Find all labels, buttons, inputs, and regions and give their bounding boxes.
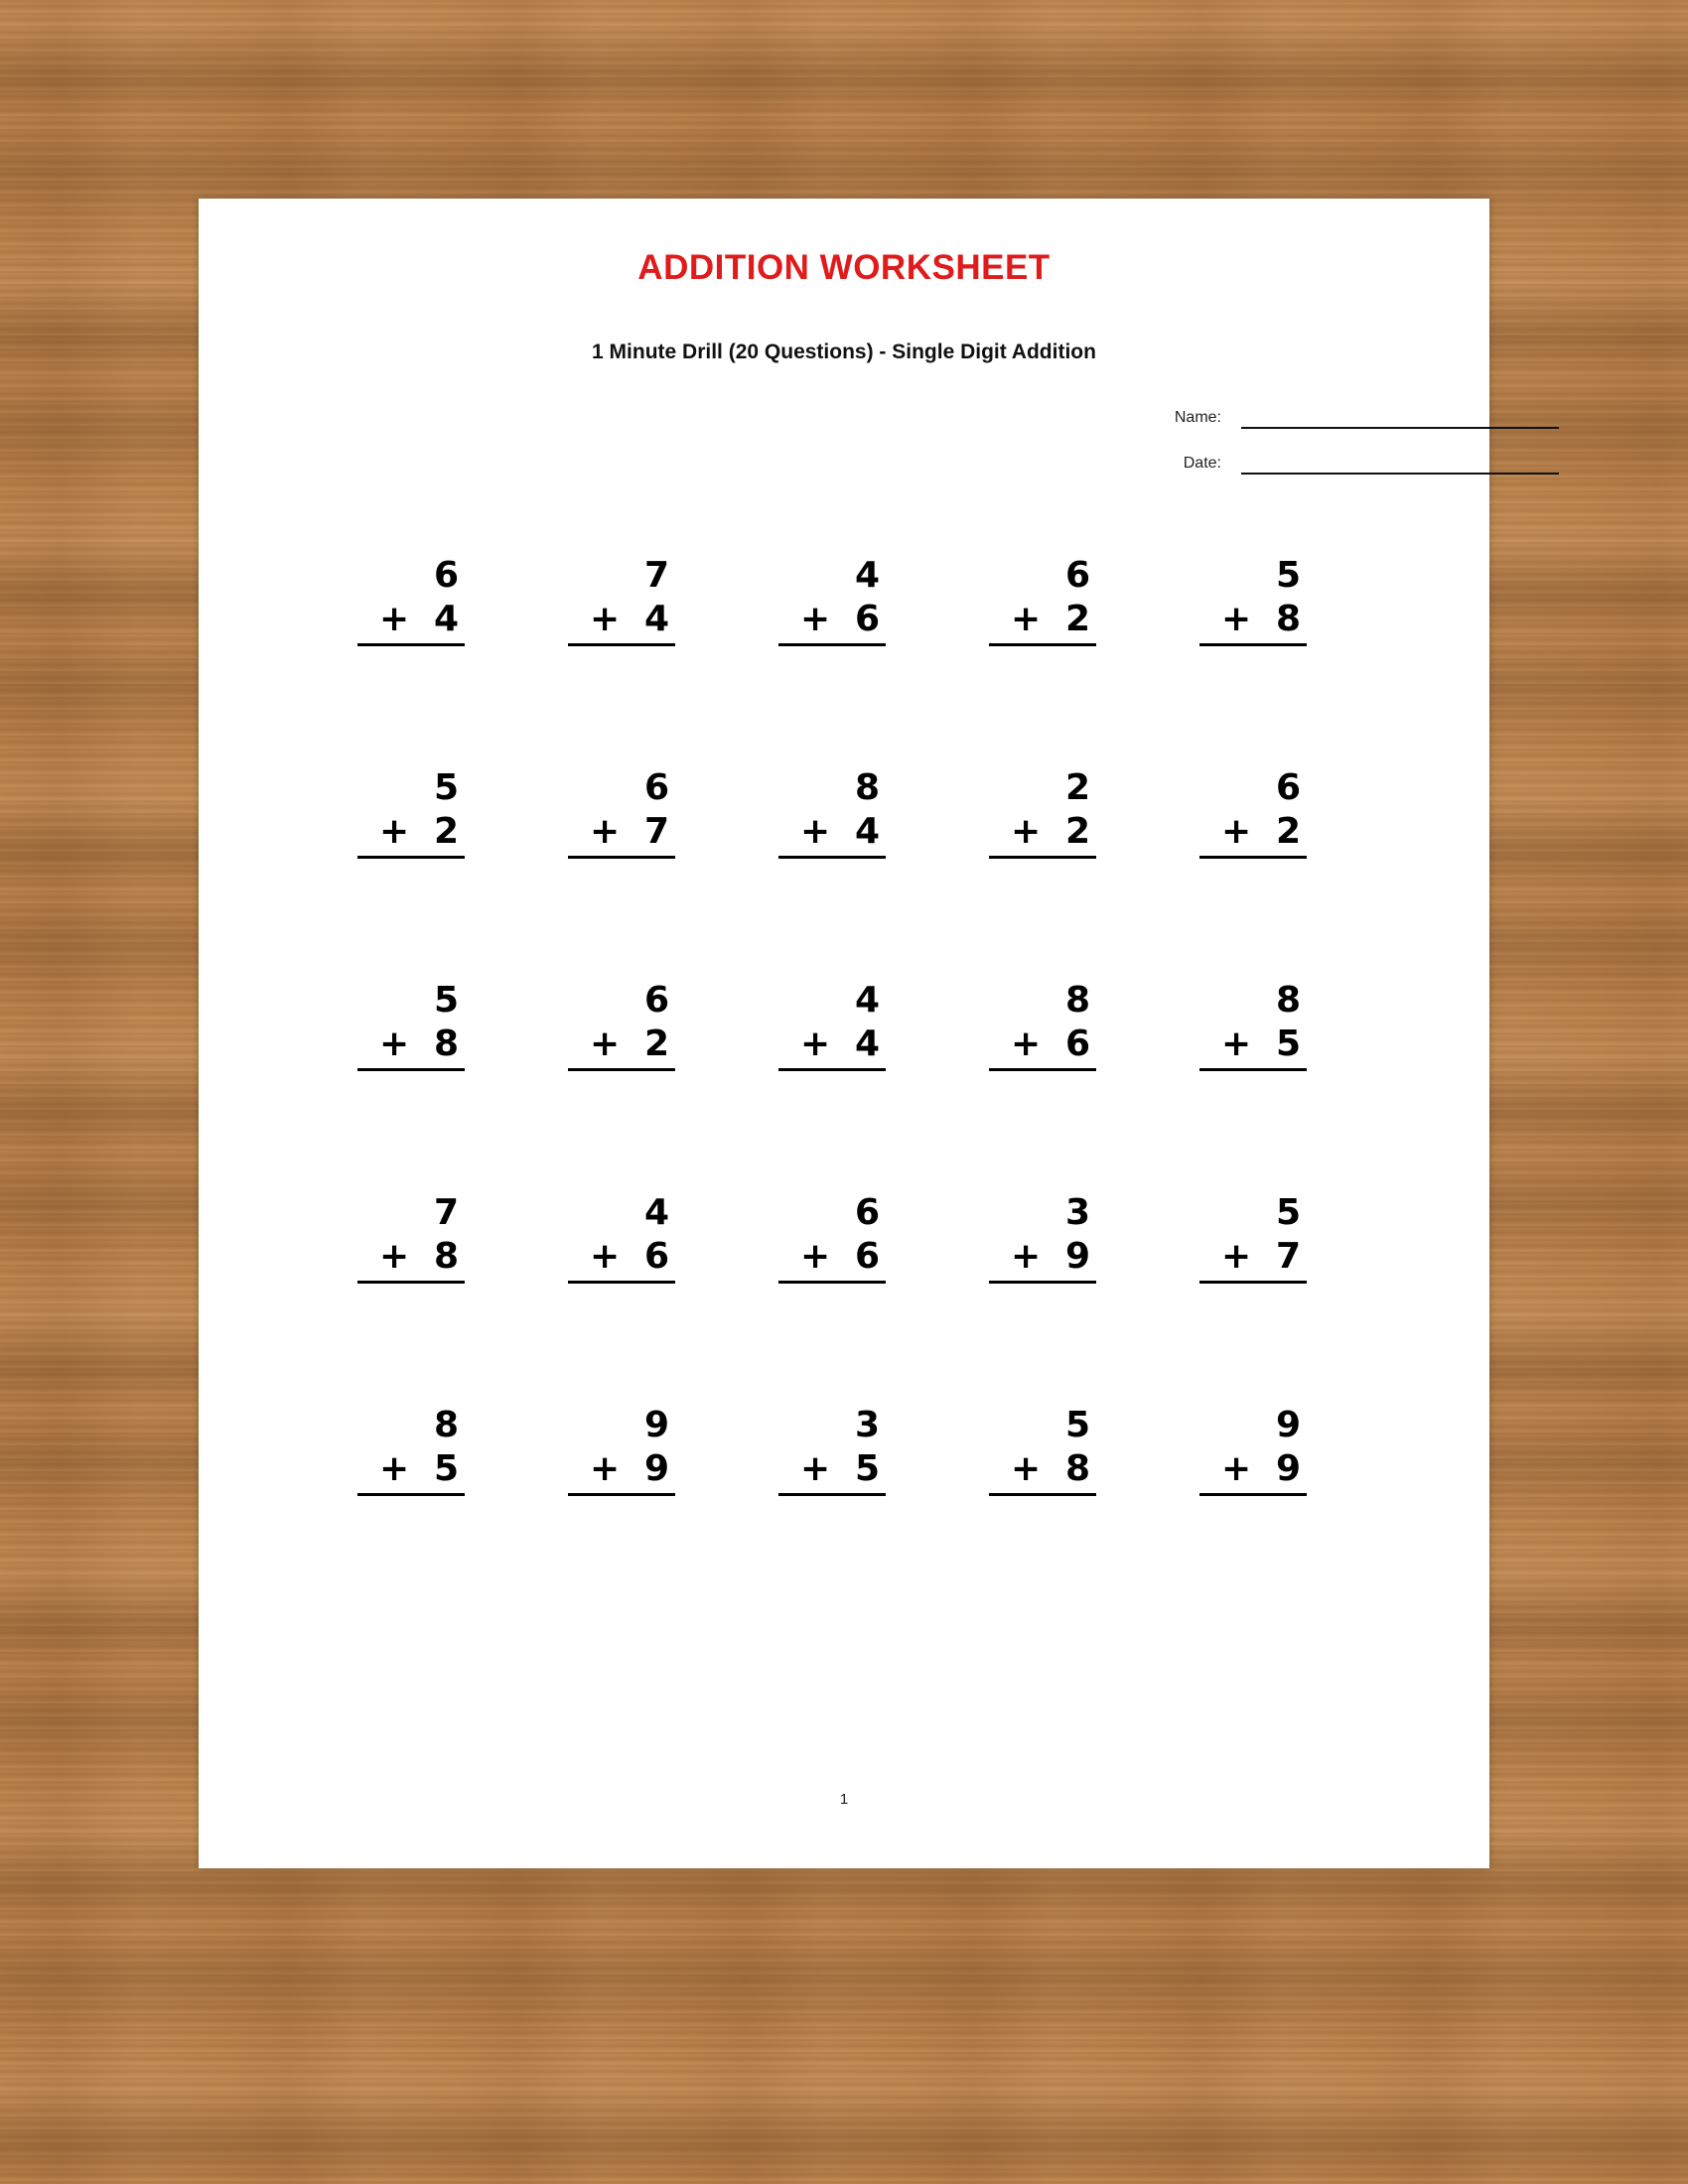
plus-sign: +: [379, 811, 410, 852]
answer-line: [357, 1281, 465, 1284]
problem-r3-c4: [989, 981, 1096, 1076]
plus-sign: +: [379, 1448, 410, 1489]
addend-top: 8: [433, 1405, 459, 1445]
answer-line: [568, 1068, 675, 1071]
addend-top: 9: [643, 1405, 669, 1445]
addend-bottom: 6: [643, 1236, 669, 1277]
problem-r3-c2: [568, 981, 675, 1076]
addend-top: 6: [643, 767, 669, 808]
problem-r5-c3: [778, 1406, 886, 1501]
addend-bottom: 9: [643, 1448, 669, 1489]
problem-r2-c1: [357, 768, 465, 864]
answer-line: [568, 1493, 675, 1496]
addend-bottom: 4: [854, 811, 880, 852]
page-number: 1: [839, 1791, 849, 1808]
plus-sign: +: [379, 1024, 410, 1064]
answer-line: [778, 1281, 886, 1284]
answer-line: [778, 1493, 886, 1496]
problem-r2-c5: [1199, 768, 1307, 864]
plus-sign: +: [590, 811, 621, 852]
plus-sign: +: [800, 1448, 831, 1489]
addend-top: 6: [643, 980, 669, 1021]
problem-r5-c4: [989, 1406, 1096, 1501]
answer-line: [568, 856, 675, 859]
plus-sign: +: [1011, 599, 1042, 639]
addend-bottom: 8: [1064, 1448, 1090, 1489]
plus-sign: +: [1011, 1024, 1042, 1064]
problem-r1-c4: [989, 556, 1096, 651]
problem-r4-c4: [989, 1193, 1096, 1289]
addend-bottom: 7: [1275, 1236, 1301, 1277]
addend-bottom: 8: [433, 1236, 459, 1277]
plus-sign: +: [1221, 599, 1252, 639]
plus-sign: +: [800, 811, 831, 852]
addend-bottom: 8: [1275, 599, 1301, 639]
answer-line: [357, 1493, 465, 1496]
addend-top: 6: [1064, 555, 1090, 596]
answer-line: [357, 1068, 465, 1071]
answer-line: [989, 1068, 1096, 1071]
answer-line: [357, 856, 465, 859]
problem-r1-c1: [357, 556, 465, 651]
answer-line: [989, 1281, 1096, 1284]
addend-top: 4: [643, 1192, 669, 1233]
answer-line: [568, 643, 675, 646]
addend-bottom: 2: [643, 1024, 669, 1064]
date-label: Date:: [1183, 455, 1221, 472]
addend-top: 2: [1064, 767, 1090, 808]
addend-top: 5: [1275, 1192, 1301, 1233]
addend-top: 6: [1275, 767, 1301, 808]
addend-bottom: 2: [1064, 811, 1090, 852]
plus-sign: +: [590, 1448, 621, 1489]
answer-line: [1199, 856, 1307, 859]
problem-r4-c2: [568, 1193, 675, 1289]
plus-sign: +: [800, 1024, 831, 1064]
addend-top: 7: [433, 1192, 459, 1233]
problem-r1-c5: [1199, 556, 1307, 651]
addend-top: 6: [854, 1192, 880, 1233]
addend-bottom: 7: [643, 811, 669, 852]
addend-top: 5: [433, 767, 459, 808]
worksheet-page: [199, 199, 1489, 1868]
problem-r5-c5: [1199, 1406, 1307, 1501]
problem-r2-c2: [568, 768, 675, 864]
addend-bottom: 4: [643, 599, 669, 639]
plus-sign: +: [1221, 1024, 1252, 1064]
addend-top: 8: [854, 767, 880, 808]
addend-top: 4: [854, 555, 880, 596]
problem-r2-c3: [778, 768, 886, 864]
addend-top: 9: [1275, 1405, 1301, 1445]
worksheet-title: ADDITION WORKSHEET: [637, 248, 1051, 287]
answer-line: [989, 1493, 1096, 1496]
answer-line: [568, 1281, 675, 1284]
problem-r3-c5: [1199, 981, 1307, 1076]
answer-line: [778, 1068, 886, 1071]
addend-bottom: 5: [1275, 1024, 1301, 1064]
addend-bottom: 2: [1064, 599, 1090, 639]
plus-sign: +: [1221, 1448, 1252, 1489]
name-label: Name:: [1174, 409, 1221, 426]
plus-sign: +: [1221, 811, 1252, 852]
plus-sign: +: [379, 599, 410, 639]
plus-sign: +: [800, 599, 831, 639]
problem-r4-c5: [1199, 1193, 1307, 1289]
plus-sign: +: [800, 1236, 831, 1277]
addend-bottom: 6: [854, 1236, 880, 1277]
answer-line: [1199, 1493, 1307, 1496]
answer-line: [989, 856, 1096, 859]
plus-sign: +: [1011, 1448, 1042, 1489]
addend-bottom: 6: [1064, 1024, 1090, 1064]
addend-top: 4: [854, 980, 880, 1021]
plus-sign: +: [590, 1236, 621, 1277]
problem-r5-c2: [568, 1406, 675, 1501]
problem-r1-c2: [568, 556, 675, 651]
addend-bottom: 9: [1275, 1448, 1301, 1489]
addend-top: 3: [854, 1405, 880, 1445]
answer-line: [989, 643, 1096, 646]
plus-sign: +: [590, 1024, 621, 1064]
addend-bottom: 6: [854, 599, 880, 639]
addend-top: 8: [1064, 980, 1090, 1021]
addend-bottom: 9: [1064, 1236, 1090, 1277]
plus-sign: +: [1011, 811, 1042, 852]
plus-sign: +: [1011, 1236, 1042, 1277]
answer-line: [778, 856, 886, 859]
problem-r3-c3: [778, 981, 886, 1076]
problem-r4-c1: [357, 1193, 465, 1289]
addend-top: 8: [1275, 980, 1301, 1021]
addend-bottom: 2: [433, 811, 459, 852]
problem-r3-c1: [357, 981, 465, 1076]
addend-top: 6: [433, 555, 459, 596]
answer-line: [1199, 1281, 1307, 1284]
answer-line: [1199, 643, 1307, 646]
addend-bottom: 5: [854, 1448, 880, 1489]
plus-sign: +: [590, 599, 621, 639]
worksheet-subtitle: 1 Minute Drill (20 Questions) - Single Digit Addition: [592, 341, 1096, 363]
problem-r5-c1: [357, 1406, 465, 1501]
problem-r2-c4: [989, 768, 1096, 864]
addend-top: 5: [1275, 555, 1301, 596]
plus-sign: +: [379, 1236, 410, 1277]
problem-r4-c3: [778, 1193, 886, 1289]
problem-r1-c3: [778, 556, 886, 651]
answer-line: [1199, 1068, 1307, 1071]
addend-bottom: 4: [854, 1024, 880, 1064]
addend-top: 5: [433, 980, 459, 1021]
addend-bottom: 5: [433, 1448, 459, 1489]
addend-top: 3: [1064, 1192, 1090, 1233]
answer-line: [778, 643, 886, 646]
addend-top: 5: [1064, 1405, 1090, 1445]
addend-top: 7: [643, 555, 669, 596]
plus-sign: +: [1221, 1236, 1252, 1277]
addend-bottom: 8: [433, 1024, 459, 1064]
answer-line: [357, 643, 465, 646]
addend-bottom: 4: [433, 599, 459, 639]
addend-bottom: 2: [1275, 811, 1301, 852]
problem-grid: [199, 199, 1489, 1868]
